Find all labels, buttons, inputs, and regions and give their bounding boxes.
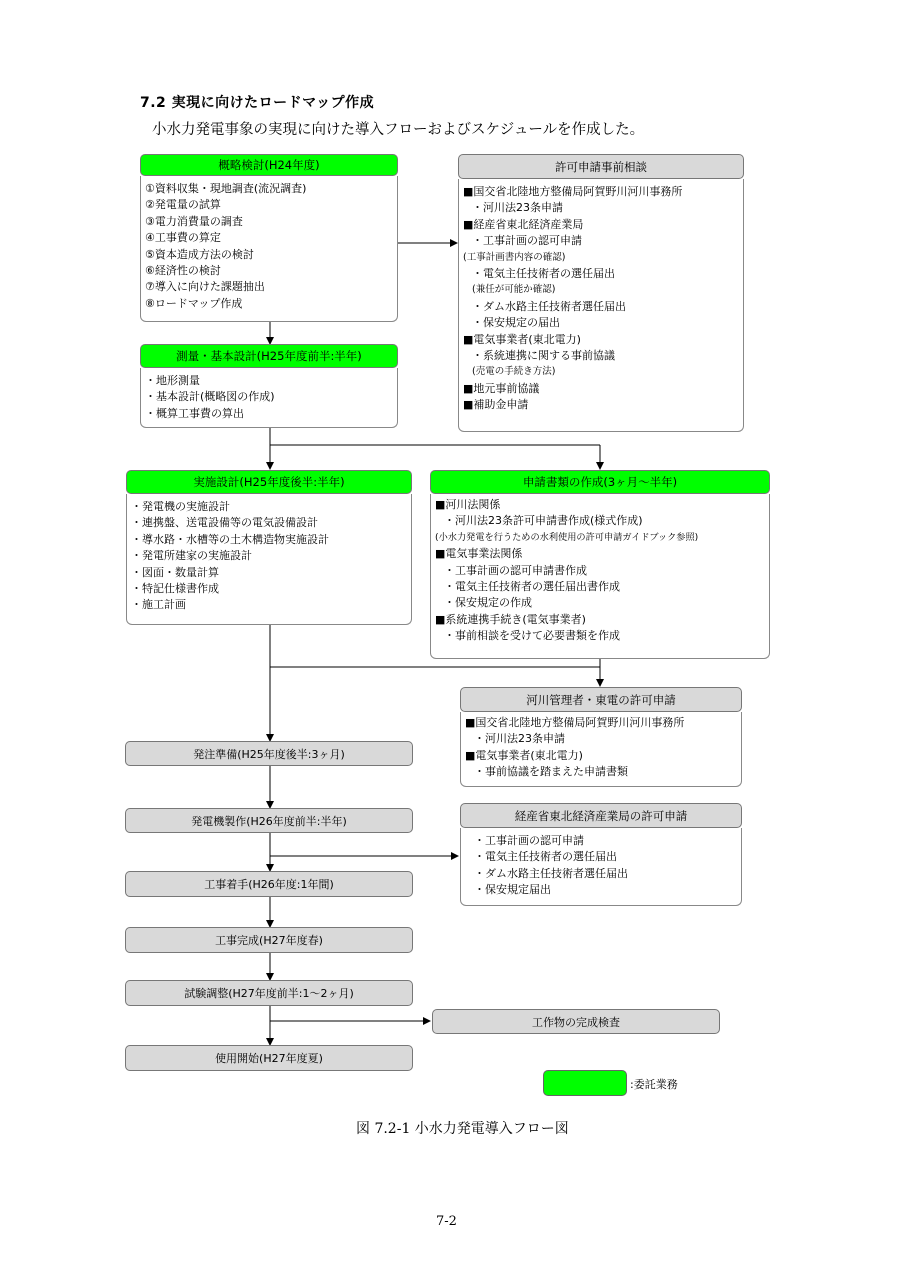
kyoka-jizen-item: ■国交省北陸地方整備局阿賀野川河川事務所 — [463, 185, 683, 198]
jisshi-header: 実施設計(H25年度後半:半年) — [126, 470, 412, 494]
kasen-tohoku-header: 河川管理者・東電の許可申請 — [460, 687, 742, 712]
gairyaku-item: ④工事費の算定 — [145, 231, 221, 245]
shinsei-shorui-item: ・事前相談を受けて必要書類を作成 — [444, 629, 620, 643]
keisan-kyoka-header: 経産省東北経済産業局の許可申請 — [460, 803, 742, 828]
gairyaku-item: ⑥経済性の検討 — [145, 264, 221, 278]
jisshi-item: ・施工計画 — [131, 598, 186, 612]
gairyaku-item: ③電力消費量の調査 — [145, 214, 243, 228]
kyoka-jizen-item: (売電の手続き方法) — [472, 366, 556, 378]
jisshi-item: ・発電機の実施設計 — [131, 500, 230, 513]
gairyaku-item: ⑦導入に向けた課題抽出 — [145, 280, 265, 294]
kasen-tohoku-body — [460, 712, 742, 787]
step-kensa: 工作物の完成検査 — [432, 1009, 720, 1034]
gairyaku-body — [140, 176, 398, 322]
gairyaku-item: ②発電量の試算 — [145, 198, 221, 212]
gairyaku-header: 概略検討(H24年度) — [140, 154, 398, 176]
section-heading: 7.2 実現に向けたロードマップ作成 — [140, 95, 375, 111]
step-chakushu: 工事着手(H26年度:1年間) — [125, 871, 413, 897]
shinsei-shorui-item: ・工事計画の認可申請書作成 — [444, 563, 587, 577]
kyoka-jizen-item: ■地元事前協議 — [463, 381, 540, 395]
jisshi-item: ・導水路・水槽等の土木構造物実施設計 — [131, 532, 329, 546]
shinsei-shorui-item: ・電気主任技術者の選任届出書作成 — [444, 580, 620, 594]
kyoka-jizen-item: ・工事計画の認可申請 — [472, 234, 582, 248]
shinsei-shorui-item: ・河川法23条許可申請書作成(様式作成) — [444, 514, 643, 528]
gairyaku-item: ⑧ロードマップ作成 — [145, 296, 243, 310]
shinsei-shorui-item: (小水力発電を行うための水利使用の許可申請ガイドブック参照) — [435, 531, 699, 543]
sokuryo-body — [140, 368, 398, 428]
keisan-kyoka-item: ・ダム水路主任技術者選任届出 — [474, 866, 628, 880]
kyoka-jizen-item: ■補助金申請 — [463, 398, 529, 412]
jisshi-item: ・連携盤、送電設備等の電気設備設計 — [131, 516, 318, 530]
kasen-tohoku-item: ■国交省北陸地方整備局阿賀野川河川事務所 — [465, 716, 685, 729]
shinsei-shorui-item: ■電気事業法関係 — [435, 547, 523, 561]
kasen-tohoku-item: ■電気事業者(東北電力) — [465, 748, 583, 762]
jisshi-item: ・図面・数量計算 — [131, 565, 219, 579]
gairyaku-item: ①資料収集・現地調査(流況調査) — [145, 182, 307, 195]
step-shiunten: 試験調整(H27年度前半:1～2ヶ月) — [125, 980, 413, 1006]
sokuryo-item: ・基本設計(概略図の作成) — [145, 390, 275, 404]
kyoka-jizen-body — [458, 179, 744, 432]
kyoka-jizen-item: ■経産省東北経済産業局 — [463, 217, 584, 231]
kyoka-jizen-header: 許可申請事前相談 — [458, 154, 744, 179]
kyoka-jizen-item: ・ダム水路主任技術者選任届出 — [472, 299, 626, 313]
shinsei-shorui-body — [430, 494, 770, 659]
sokuryo-header: 測量・基本設計(H25年度前半:半年) — [140, 344, 398, 368]
keisan-kyoka-item: ・電気主任技術者の選任届出 — [474, 850, 617, 864]
keisan-kyoka-item: ・工事計画の認可申請 — [474, 834, 584, 847]
shinsei-shorui-item: ■河川法関係 — [435, 498, 501, 511]
kyoka-jizen-item: ・系統連携に関する事前協議 — [472, 349, 615, 363]
kyoka-jizen-item: (工事計画書内容の確認) — [463, 251, 566, 263]
kyoka-jizen-item: ■電気事業者(東北電力) — [463, 332, 581, 346]
shinsei-shorui-item: ■系統連携手続き(電気事業者) — [435, 612, 586, 626]
gairyaku-item: ⑤資本造成方法の検討 — [145, 247, 254, 261]
step-kaishi: 使用開始(H27年度夏) — [125, 1045, 413, 1071]
keisan-kyoka-body — [460, 828, 742, 906]
kyoka-jizen-item: ・電気主任技術者の選任届出 — [472, 267, 615, 281]
kyoka-jizen-item: ・保安規定の届出 — [472, 316, 560, 330]
shinsei-shorui-header: 申請書類の作成(3ヶ月～半年) — [430, 470, 770, 494]
figure-caption: 図 7.2-1 小水力発電導入フロー図 — [356, 1121, 569, 1137]
kasen-tohoku-item: ・事前協議を踏まえた申請書類 — [474, 765, 628, 779]
legend-swatch — [543, 1070, 627, 1096]
legend-label: :委託業務 — [630, 1078, 678, 1091]
intro-text: 小水力発電事象の実現に向けた導入フローおよびスケジュールを作成した。 — [152, 122, 645, 138]
jisshi-body — [126, 494, 412, 625]
page-number: 7-2 — [436, 1214, 457, 1229]
step-hatchu: 発注準備(H25年度後半:3ヶ月) — [125, 741, 413, 766]
jisshi-item: ・特記仕様書作成 — [131, 582, 219, 596]
kyoka-jizen-item: ・河川法23条申請 — [472, 201, 563, 215]
keisan-kyoka-item: ・保安規定届出 — [474, 883, 551, 897]
step-kansei: 工事完成(H27年度春) — [125, 927, 413, 953]
step-seisaku: 発電機製作(H26年度前半:半年) — [125, 808, 413, 833]
jisshi-item: ・発電所建家の実施設計 — [131, 549, 252, 563]
sokuryo-item: ・地形測量 — [145, 374, 200, 387]
kasen-tohoku-item: ・河川法23条申請 — [474, 732, 565, 746]
shinsei-shorui-item: ・保安規定の作成 — [444, 596, 532, 610]
sokuryo-item: ・概算工事費の算出 — [145, 406, 244, 420]
kyoka-jizen-item: (兼任が可能か確認) — [472, 284, 556, 296]
